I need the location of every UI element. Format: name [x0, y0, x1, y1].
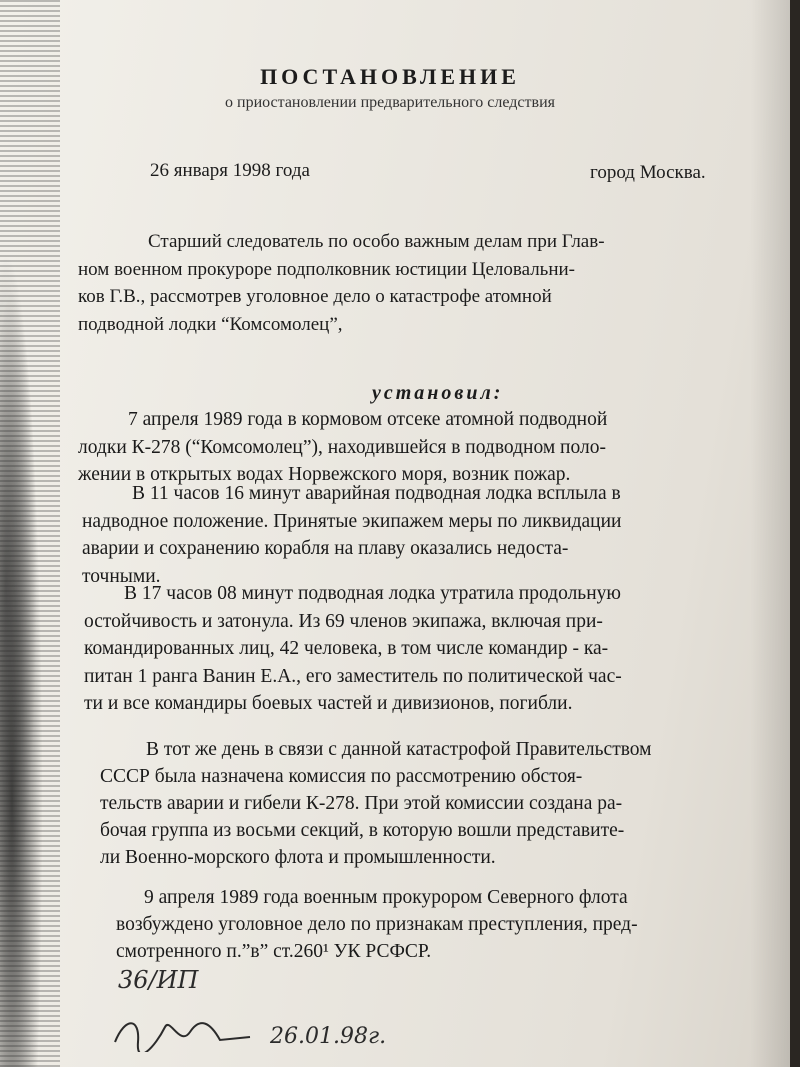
handwritten-date: 26.01.98г.	[270, 1024, 387, 1049]
paragraph-line: бочая группа из восьми секций, в которую вошли представите-	[100, 820, 625, 841]
paragraph-line: надводное положение. Принятые экипажем меры по ликвидации	[82, 510, 622, 532]
paragraph-line: ти и все командиры боевых частей и дивизионов, погибли.	[84, 693, 573, 714]
intro-line: подводной лодки “Комсомолец”,	[78, 313, 343, 335]
paragraph-line: лодки К-278 (“Комсомолец”), находившейся в подводном поло-	[78, 436, 606, 458]
document-title: ПОСТАНОВЛЕНИЕ	[260, 64, 520, 89]
paragraph-line: В тот же день в связи с данной катастрофой Правительством	[146, 739, 652, 760]
intro-line: Старший следователь по особо важным делам при Глав-	[148, 231, 605, 252]
paragraph-line: В 11 часов 16 минут аварийная подводная лодка всплыла в	[132, 483, 621, 504]
document-city: город Москва.	[590, 162, 706, 183]
paragraph-line: 9 апреля 1989 года военным прокурором Северного флота	[144, 887, 628, 908]
paragraph-line: СССР была назначена комиссия по рассмотрению обстоя-	[100, 766, 583, 787]
paragraph-4	[100, 736, 652, 871]
paragraph-5	[116, 884, 638, 965]
paragraph-line: остойчивость и затонула. Из 69 членов экипажа, включая при-	[84, 610, 603, 632]
paragraph-line: смотренного п.”в” ст.260¹ УК РСФСР.	[116, 941, 432, 962]
paragraph-line: точными.	[82, 565, 161, 587]
paragraph-2	[82, 480, 621, 590]
paragraph-line: тельств аварии и гибели К-278. При этой комиссии создана ра-	[100, 793, 623, 814]
paragraph-line: аварии и сохранению корабля на плаву оказались недоста-	[82, 538, 569, 559]
paragraph-1	[78, 406, 607, 489]
scan-shadow-right	[750, 0, 790, 1067]
paragraph-line: жении в открытых водах Норвежского моря, возник пожар.	[78, 464, 571, 485]
scan-shadow-left	[0, 0, 60, 1067]
paragraph-3	[84, 580, 622, 718]
document-date: 26 января 1998 года	[150, 160, 310, 181]
intro-line: ков Г.В., рассмотрев уголовное дело о катастрофе атомной	[78, 286, 552, 307]
handwritten-signature	[110, 1012, 260, 1052]
intro-line: ном военном прокуроре подполковник юстиции Целовальни-	[78, 258, 576, 280]
paragraph-line: ли Военно-морского флота и промышленности.	[100, 847, 496, 868]
paragraph-line: питан 1 ранга Ванин Е.А., его заместитель по политической час-	[84, 665, 622, 687]
handwritten-note: 36/ИП	[118, 966, 199, 994]
paragraph-line: возбуждено уголовное дело по признакам преступления, пред-	[116, 914, 638, 935]
intro-paragraph	[78, 228, 768, 338]
paragraph-line: командированных лиц, 42 человека, в том числе командир - ка-	[84, 638, 609, 659]
paragraph-line: 7 апреля 1989 года в кормовом отсеке атомной подводной	[128, 409, 608, 430]
section-heading: установил:	[372, 382, 504, 404]
document-subtitle: о приостановлении предварительного следствия	[225, 94, 555, 111]
paragraph-line: В 17 часов 08 минут подводная лодка утратила продольную	[124, 583, 621, 604]
